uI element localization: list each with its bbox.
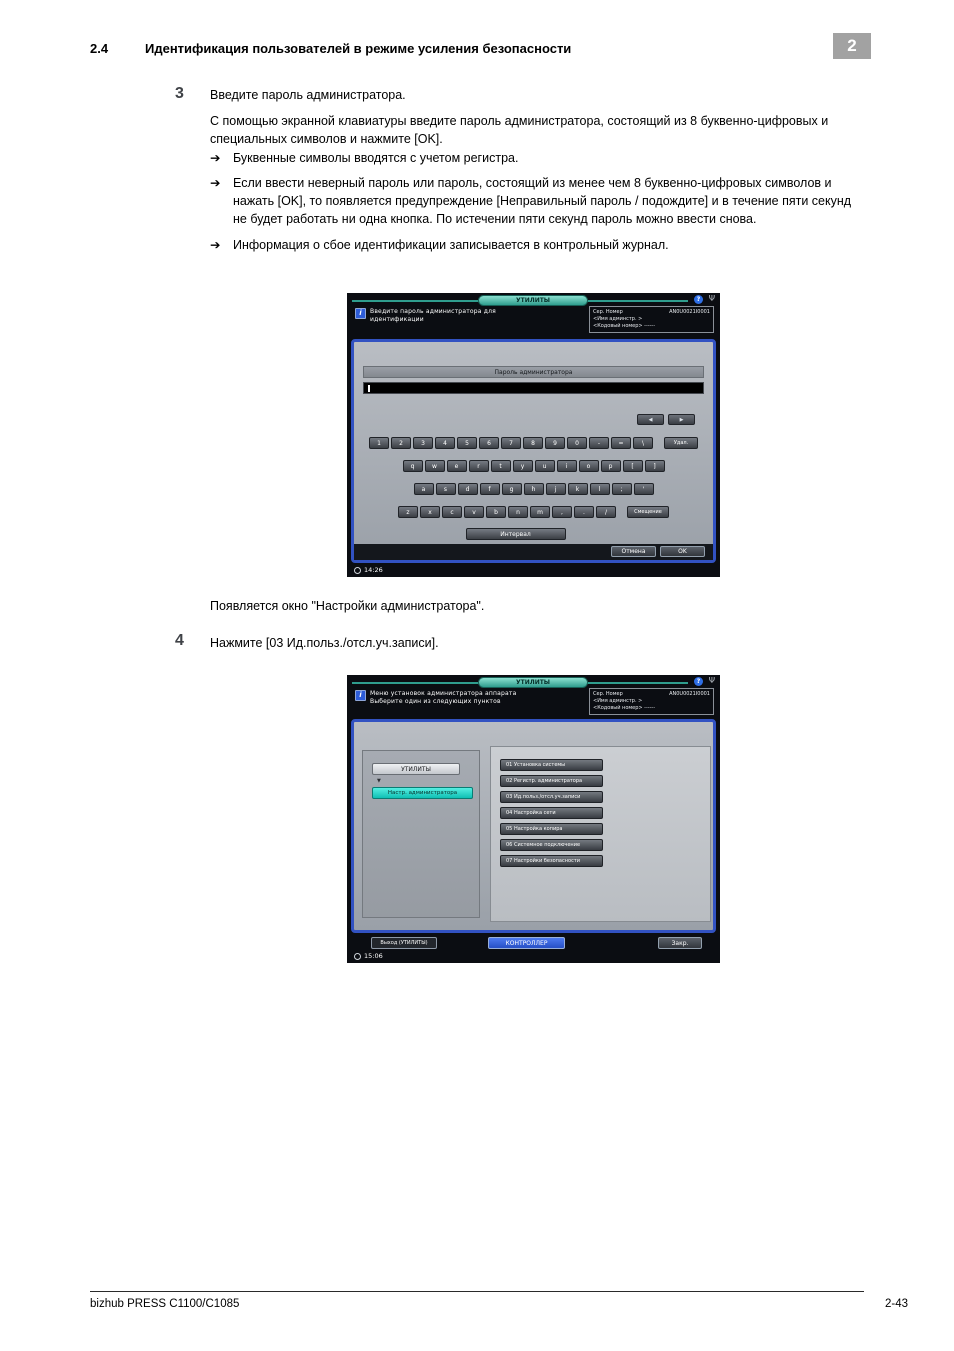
machine-info-box [589,306,714,333]
admin-menu-item[interactable]: 06 Системное подключение [500,839,603,851]
screen-message-line1: Введите пароль администратора для [370,308,496,315]
serial-value: AN0U0021I0001 [669,309,710,315]
help-icon[interactable]: ? [694,295,703,304]
keyboard-key[interactable]: y [513,460,533,472]
keyboard-key[interactable]: 4 [435,437,455,449]
keyboard-key[interactable]: b [486,506,506,518]
chapter-badge: 2 [833,33,871,59]
keyboard-key[interactable]: d [458,483,478,495]
clock [354,952,383,960]
keyboard-key[interactable]: 0 [567,437,587,449]
shift-key[interactable]: Смещение [627,506,669,518]
keyboard-key[interactable]: z [398,506,418,518]
keyboard-key[interactable]: 9 [545,437,565,449]
admin-menu-item[interactable]: 07 Настройки безопасности [500,855,603,867]
exit-utilities-button[interactable]: Выход (УТИЛИТЫ) [371,937,437,949]
info-icon: i [355,308,366,319]
ok-button[interactable]: OK [660,546,705,557]
admin-settings-button[interactable]: Настр. администратора [372,787,473,799]
keyboard-row [364,460,703,472]
keyboard-key[interactable]: v [464,506,484,518]
left-nav-panel [362,750,480,918]
antenna-icon: Ψ [708,676,715,685]
arrow-bullet-icon: ➔ [210,176,221,191]
keyboard-key[interactable]: 5 [457,437,477,449]
keyboard-key[interactable]: s [436,483,456,495]
admin-name: <Имя админстр. > [593,698,643,704]
keyboard-key[interactable]: k [568,483,588,495]
admin-menu-item[interactable]: 05 Настройка копира [500,823,603,835]
footer-divider [90,1291,864,1292]
keyboard-row [364,483,703,495]
step-title: Введите пароль администратора. [210,88,406,102]
arrow-bullet-icon: ➔ [210,237,221,252]
serial-value: AN0U0021I0001 [669,691,710,697]
arrow-bullet-icon: ➔ [210,151,221,165]
password-panel [351,339,716,563]
keyboard-key[interactable]: 1 [369,437,389,449]
keyboard-key[interactable]: [ [623,460,643,472]
step-title: Нажмите [03 Ид.польз./отсл.уч.записи]. [210,636,439,650]
screen-message-line1: Меню установок администратора аппарата [370,690,517,697]
keyboard-key[interactable]: / [596,506,616,518]
cursor-left-button[interactable]: ◀ [637,414,664,425]
keyboard-key[interactable]: i [557,460,577,472]
space-key[interactable]: Интервал [466,528,566,540]
keyboard-key[interactable]: \ [633,437,653,449]
serial-label: Сер. Номер [593,691,623,697]
footer-page-number: 2-43 [884,1298,908,1310]
step-number: 4 [175,632,184,649]
panel-title: Пароль администратора [363,366,704,378]
step-number: 3 [175,85,184,102]
keyboard-key[interactable]: ] [645,460,665,472]
result-note: Появляется окно "Настройки администратора". [210,599,485,613]
keyboard-row [364,437,703,449]
step3-bullets [210,149,855,254]
settings-panel [351,719,716,933]
keyboard-key[interactable]: r [469,460,489,472]
clock-time: 14:26 [364,566,383,574]
keyboard-key[interactable]: n [508,506,528,518]
keyboard-key[interactable]: h [524,483,544,495]
admin-menu-item[interactable]: 03 Ид.польз./отсл.уч.записи [500,791,603,803]
cursor-arrows [637,414,695,425]
code-number: <Кодовый номер> ------ [593,705,656,711]
keyboard-key[interactable]: 3 [413,437,433,449]
screen-message-line2: идентификации [370,316,424,323]
bullet-item [210,174,855,228]
screen-message-line2: Выберите один из следующих пунктов [370,698,501,705]
delete-key[interactable]: Удал. [664,437,698,449]
keyboard-key[interactable]: l [590,483,610,495]
figure-admin-password-screen [347,293,720,577]
cursor-right-button[interactable]: ▶ [668,414,695,425]
keyboard-key[interactable]: f [480,483,500,495]
section-title: Идентификация пользователей в режиме усиления безопасности [145,41,572,56]
serial-label: Сер. Номер [593,309,623,315]
keyboard-key[interactable]: 8 [523,437,543,449]
keyboard-key[interactable]: 7 [501,437,521,449]
keyboard-key[interactable]: o [579,460,599,472]
close-button[interactable]: Закр. [658,937,702,949]
info-icon: i [355,690,366,701]
keyboard-key[interactable]: p [601,460,621,472]
keyboard-key[interactable]: ; [612,483,632,495]
utilities-tab[interactable]: УТИЛИТЫ [478,295,588,306]
clock [354,566,383,574]
keyboard-key[interactable]: x [420,506,440,518]
clock-time: 15:06 [364,952,383,960]
step-paragraph: С помощью экранной клавиатуры введите пароль администратора, состоящий из 8 буквенно-цифровых и специальных символов и нажмите [OK]. [210,114,829,147]
admin-menu-item[interactable]: 01 Установка системы [500,759,603,771]
keyboard-key[interactable]: , [552,506,572,518]
keyboard-key[interactable]: g [502,483,522,495]
keyboard-key[interactable]: 6 [479,437,499,449]
figure-admin-settings-screen [347,675,720,963]
panel-footer-bar [354,544,713,560]
clock-icon [354,567,361,574]
clock-icon [354,953,361,960]
keyboard-key[interactable]: u [535,460,555,472]
keyboard-key[interactable]: . [574,506,594,518]
admin-settings-menu [500,759,603,867]
keyboard-key[interactable]: = [611,437,631,449]
menu-panel [490,746,711,922]
bullet-item [210,149,855,167]
keyboard-key[interactable]: t [491,460,511,472]
bullet-text: Информация о сбое идентификации записывается в контрольный журнал. [233,237,669,252]
keyboard-key[interactable]: j [546,483,566,495]
keyboard-key[interactable]: w [425,460,445,472]
keyboard-key[interactable]: 2 [391,437,411,449]
keyboard-row [364,528,703,540]
utilities-button[interactable]: УТИЛИТЫ [372,763,460,775]
code-number: <Кодовый номер> ------ [593,323,656,329]
section-number: 2.4 [90,41,109,56]
controller-button[interactable]: КОНТРОЛЛЕР [488,937,565,949]
keyboard-key[interactable]: m [530,506,550,518]
admin-menu-item[interactable]: 04 Настройка сети [500,807,603,819]
utilities-tab[interactable]: УТИЛИТЫ [478,677,588,688]
footer-product: bizhub PRESS C1100/C1085 [90,1298,240,1310]
admin-name: <Имя админстр. > [593,316,643,322]
password-input[interactable] [363,382,704,394]
admin-menu-item[interactable]: 02 Регистр. администратора [500,775,603,787]
keyboard-key[interactable]: - [589,437,609,449]
machine-info-box [589,688,714,715]
cancel-button[interactable]: Отмена [611,546,656,557]
keyboard-key[interactable]: ' [634,483,654,495]
bullet-text: Если ввести неверный пароль или пароль, состоящий из менее чем 8 буквенно-цифровых символов и нажать [OK], то появляется предупреждение [Неправильный пароль / подождите] и в течение пяти секунд не будет работать ни одна кнопка. По истечении пяти секунд пароль можно ввести снова. [233,176,852,227]
screen-footer-bar [347,937,720,951]
text-cursor-icon [368,385,370,392]
bullet-item [210,236,855,254]
keyboard-key[interactable]: q [403,460,423,472]
keyboard-row [364,506,703,518]
keyboard-key[interactable]: c [442,506,462,518]
selector-arrow-icon: ▼ [377,778,381,784]
antenna-icon: Ψ [708,294,715,303]
help-icon[interactable]: ? [694,677,703,686]
keyboard-key[interactable]: e [447,460,467,472]
keyboard-key[interactable]: a [414,483,434,495]
bullet-text: Буквенные символы вводятся с учетом регистра. [233,151,519,165]
